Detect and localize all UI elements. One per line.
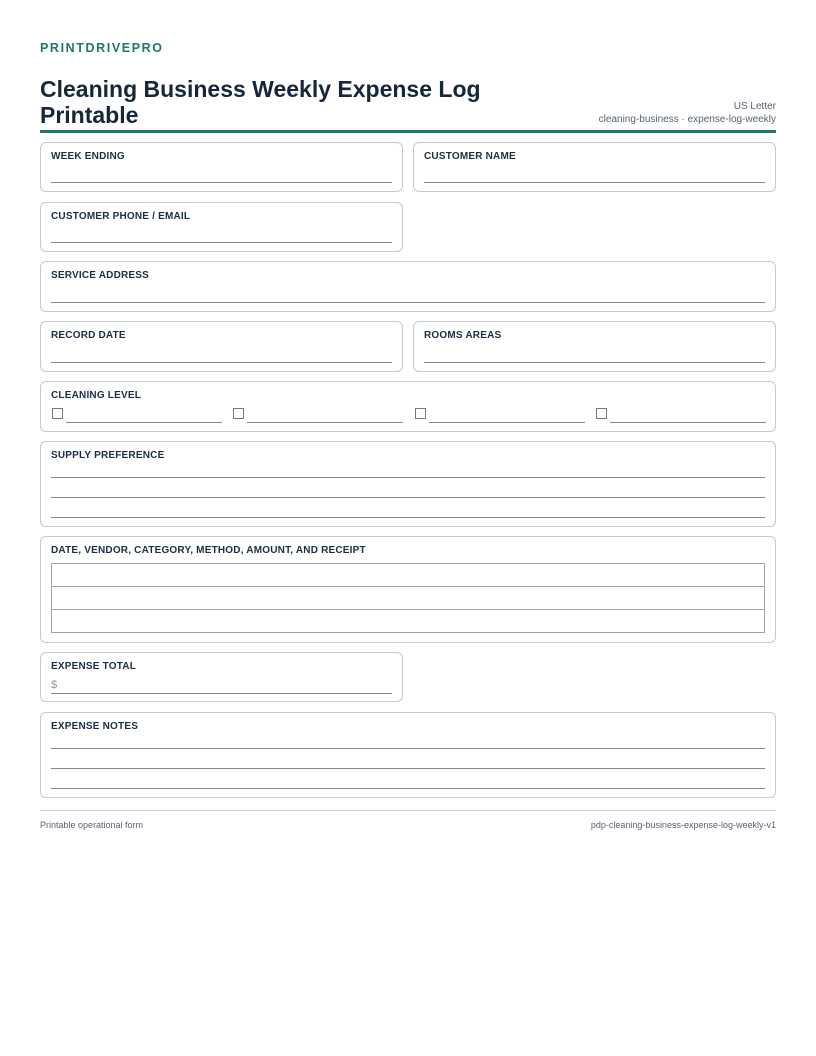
expense-notes-label: EXPENSE NOTES (51, 721, 139, 732)
checkbox-icon[interactable] (52, 408, 63, 419)
table-cell[interactable] (52, 564, 765, 587)
footer-right: pdp-cleaning-business-expense-log-weekly-v1 (590, 820, 776, 830)
supply-preference-line-2[interactable] (51, 497, 765, 498)
expense-total-field[interactable] (40, 652, 403, 702)
option-line[interactable] (247, 422, 403, 423)
option-line[interactable] (429, 422, 585, 423)
customer-contact-field[interactable] (40, 202, 403, 252)
expense-table-label: DATE, VENDOR, CATEGORY, METHOD, AMOUNT, AND RECEIPT (51, 545, 366, 556)
page-title: Cleaning Business Weekly Expense Log Printable (40, 76, 481, 128)
table-row[interactable] (52, 610, 765, 633)
supply-preference-line-3[interactable] (51, 517, 765, 518)
table-cell[interactable] (52, 610, 765, 633)
supply-preference-label: SUPPLY PREFERENCE (51, 450, 165, 461)
cleaning-level-option-3[interactable] (415, 407, 585, 423)
customer-name-label: CUSTOMER NAME (424, 151, 516, 162)
cleaning-level-field (40, 381, 776, 432)
page-meta (599, 100, 776, 126)
record-date-field[interactable] (40, 321, 403, 372)
expense-total-line[interactable] (51, 693, 392, 694)
checkbox-icon[interactable] (596, 408, 607, 419)
form-slug: cleaning-business · expense-log-weekly (598, 114, 776, 125)
supply-preference-line-1[interactable] (51, 477, 765, 478)
option-line[interactable] (66, 422, 222, 423)
cleaning-level-option-4[interactable] (596, 407, 766, 423)
table-row[interactable] (52, 587, 765, 610)
checkbox-icon[interactable] (233, 408, 244, 419)
form-page (40, 40, 776, 133)
cleaning-level-option-2[interactable] (233, 407, 403, 423)
expense-notes-line-2[interactable] (51, 768, 765, 769)
customer-contact-line[interactable] (51, 242, 392, 243)
page-footer (40, 810, 776, 830)
paper-size: US Letter (733, 101, 776, 112)
footer-left: Printable operational form (40, 820, 144, 830)
service-address-label: SERVICE ADDRESS (51, 270, 150, 281)
option-line[interactable] (610, 422, 766, 423)
week-ending-label: WEEK ENDING (51, 151, 125, 162)
week-ending-field[interactable] (40, 142, 403, 192)
table-row[interactable] (52, 564, 765, 587)
rooms-areas-line[interactable] (424, 362, 765, 363)
brand-logo: PRINTDRIVEPRO (40, 41, 164, 55)
table-cell[interactable] (52, 587, 765, 610)
expense-total-label: EXPENSE TOTAL (51, 661, 137, 672)
rooms-areas-label: ROOMS AREAS (424, 330, 502, 341)
expense-notes-line-1[interactable] (51, 748, 765, 749)
rooms-areas-field[interactable] (413, 321, 776, 372)
expense-table-field (40, 536, 776, 643)
service-address-line[interactable] (51, 302, 765, 303)
cleaning-level-option-1[interactable] (52, 407, 222, 423)
week-ending-line[interactable] (51, 182, 392, 183)
service-address-field[interactable] (40, 261, 776, 312)
currency-symbol: $ (51, 679, 58, 691)
record-date-label: RECORD DATE (51, 330, 126, 341)
customer-name-field[interactable] (413, 142, 776, 192)
expense-notes-line-3[interactable] (51, 788, 765, 789)
supply-preference-field[interactable] (40, 441, 776, 527)
customer-contact-label: CUSTOMER PHONE / EMAIL (51, 211, 191, 222)
expense-notes-field[interactable] (40, 712, 776, 798)
checkbox-icon[interactable] (415, 408, 426, 419)
cleaning-level-label: CLEANING LEVEL (51, 390, 142, 401)
customer-name-line[interactable] (424, 182, 765, 183)
record-date-line[interactable] (51, 362, 392, 363)
page-header (40, 56, 776, 133)
expense-table (51, 563, 765, 633)
